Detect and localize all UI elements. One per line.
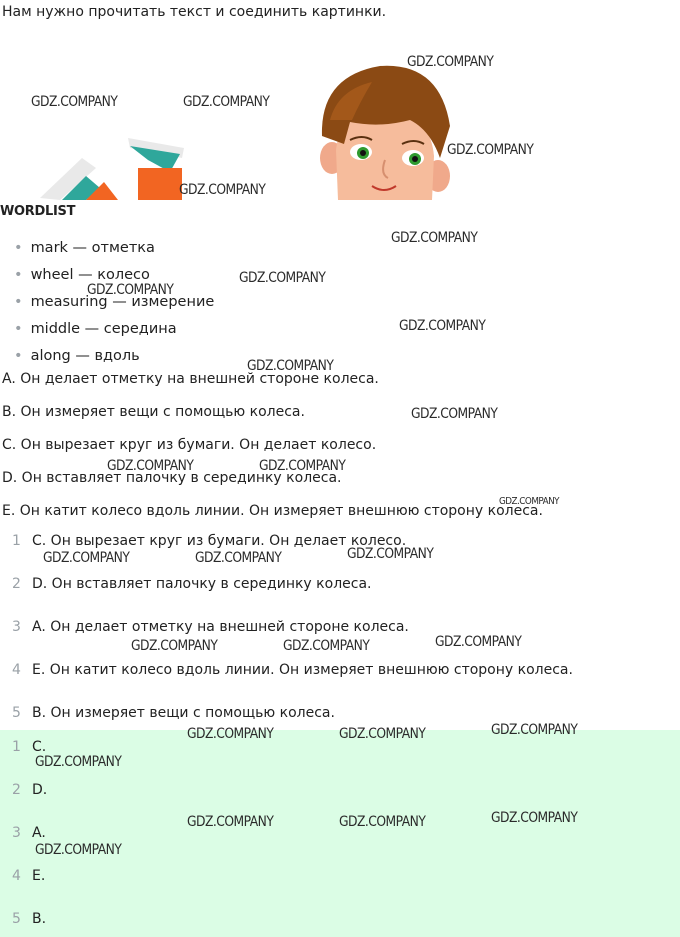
watermark: GDZ.COMPANY bbox=[407, 54, 494, 70]
bullet-icon: • bbox=[14, 294, 23, 310]
answer-item: 5 B. bbox=[12, 911, 47, 927]
watermark: GDZ.COMPANY bbox=[35, 842, 122, 858]
wordlist-item: • wheel — колесо bbox=[14, 267, 150, 283]
watermark: GDZ.COMPANY bbox=[187, 726, 274, 742]
sentence-c: C. Он вырезает круг из бумаги. Он делает колесо. bbox=[2, 437, 377, 453]
answer-item: 1 C. bbox=[12, 739, 47, 755]
watermark: GDZ.COMPANY bbox=[283, 638, 370, 654]
sentence-a: A. Он делает отметку на внешней стороне колеса. bbox=[2, 371, 379, 387]
wordlist-item: • mark — отметка bbox=[14, 240, 155, 256]
sentence-e: E. Он катит колесо вдоль линии. Он измеряет внешнюю сторону колеса. bbox=[2, 503, 543, 519]
bullet-icon: • bbox=[14, 348, 23, 364]
wordlist-item: • measuring — измерение bbox=[14, 294, 215, 310]
watermark: GDZ.COMPANY bbox=[195, 550, 282, 566]
watermark: GDZ.COMPANY bbox=[35, 754, 122, 770]
watermark: GDZ.COMPANY bbox=[259, 458, 346, 474]
watermark: GDZ.COMPANY bbox=[339, 814, 426, 830]
answer-item: 2 D. bbox=[12, 782, 48, 798]
illustration bbox=[0, 40, 680, 200]
watermark: GDZ.COMPANY bbox=[347, 546, 434, 562]
watermark: GDZ.COMPANY bbox=[447, 142, 534, 158]
watermark: GDZ.COMPANY bbox=[491, 722, 578, 738]
watermark: GDZ.COMPANY bbox=[43, 550, 130, 566]
watermark: GDZ.COMPANY bbox=[31, 94, 118, 110]
boy-face bbox=[320, 66, 450, 200]
watermark: GDZ.COMPANY bbox=[391, 230, 478, 246]
wheel-tool-right bbox=[128, 138, 184, 200]
watermark: GDZ.COMPANY bbox=[399, 318, 486, 334]
wordlist-heading: WORDLIST bbox=[0, 204, 76, 219]
watermark: GDZ.COMPANY bbox=[491, 810, 578, 826]
sentence-d: D. Он вставляет палочку в серединку колеса. bbox=[2, 470, 342, 486]
intro-text: Нам нужно прочитать текст и соединить картинки. bbox=[2, 4, 387, 20]
ordered-item: 2 D. Он вставляет палочку в серединку колеса. bbox=[12, 576, 372, 592]
watermark: GDZ.COMPANY bbox=[131, 638, 218, 654]
wheel-tool-left bbox=[40, 158, 118, 200]
watermark: GDZ.COMPANY bbox=[411, 406, 498, 422]
watermark: GDZ.COMPANY bbox=[179, 182, 266, 198]
bullet-icon: • bbox=[14, 240, 23, 256]
answer-item: 3 A. bbox=[12, 825, 46, 841]
bullet-icon: • bbox=[14, 267, 23, 283]
answer-item: 4 E. bbox=[12, 868, 46, 884]
ordered-item: 5 B. Он измеряет вещи с помощью колеса. bbox=[12, 705, 335, 721]
watermark: GDZ.COMPANY bbox=[187, 814, 274, 830]
ordered-item: 3 A. Он делает отметку на внешней стороне колеса. bbox=[12, 619, 409, 635]
watermark: GDZ.COMPANY bbox=[247, 358, 334, 374]
watermark: GDZ.COMPANY bbox=[499, 496, 560, 507]
watermark: GDZ.COMPANY bbox=[239, 270, 326, 286]
ordered-item: 4 E. Он катит колесо вдоль линии. Он измеряет внешнюю сторону колеса. bbox=[12, 662, 573, 678]
bullet-icon: • bbox=[14, 321, 23, 337]
wordlist-item: • middle — середина bbox=[14, 321, 177, 337]
wordlist-item: • along — вдоль bbox=[14, 348, 140, 364]
ordered-item: 1 C. Он вырезает круг из бумаги. Он делает колесо. bbox=[12, 533, 407, 549]
sentence-b: B. Он измеряет вещи с помощью колеса. bbox=[2, 404, 305, 420]
watermark: GDZ.COMPANY bbox=[339, 726, 426, 742]
watermark: GDZ.COMPANY bbox=[183, 94, 270, 110]
watermark: GDZ.COMPANY bbox=[107, 458, 194, 474]
watermark: GDZ.COMPANY bbox=[87, 282, 174, 298]
watermark: GDZ.COMPANY bbox=[435, 634, 522, 650]
